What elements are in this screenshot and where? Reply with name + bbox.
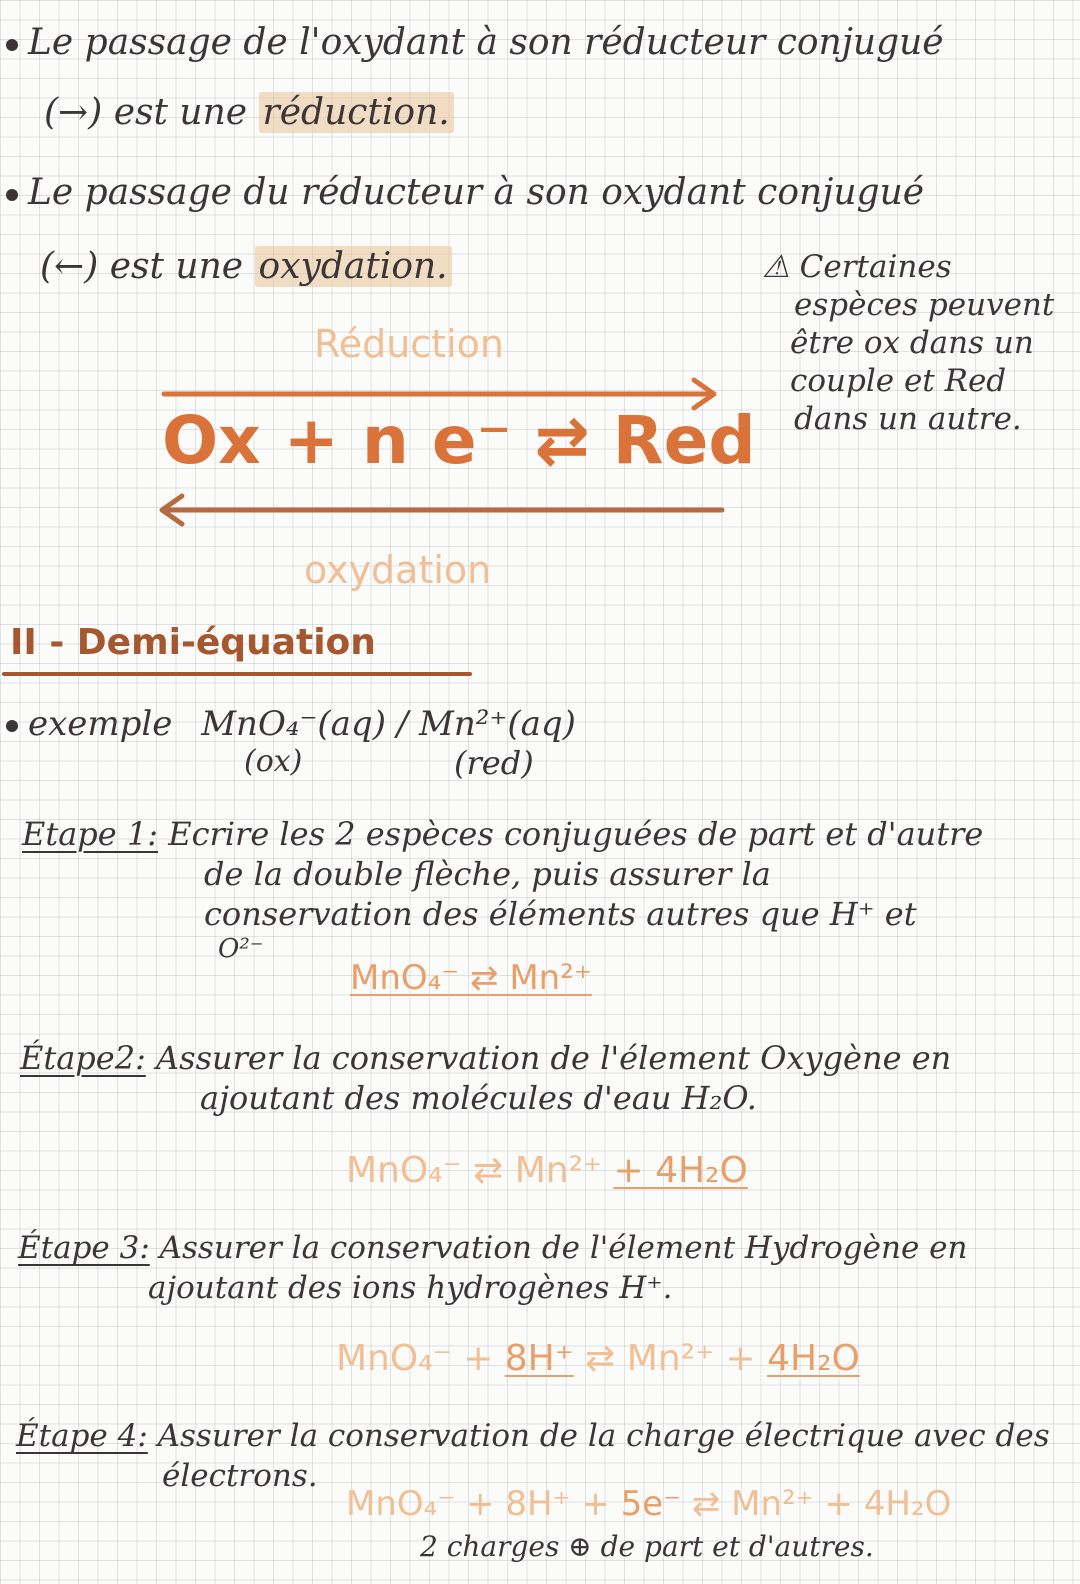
step-3-label: Étape 3:: [18, 1230, 150, 1266]
bullet-icon: [6, 39, 18, 51]
diagram-top-label: Réduction: [314, 322, 504, 366]
step-1-equation: MnO₄⁻ ⇄ Mn²⁺: [350, 958, 592, 998]
warning-icon: ⚠: [762, 249, 790, 285]
bullet-icon: [6, 189, 18, 201]
warning-note: ⚠ Certaines espèces peuvent être ox dans un couple et Red dans un autre.: [762, 249, 1055, 437]
intro-line-3: Le passage du réducteur à son oxydant conjugué: [6, 172, 924, 213]
example-ox: (ox): [244, 744, 303, 779]
highlight-oxydation: oxydation.: [255, 246, 452, 287]
intro-line-2: (→) est une réduction.: [44, 92, 454, 133]
step-4-note: 2 charges ⊕ de part et d'autres.: [420, 1530, 874, 1563]
diagram-bottom-label: oxydation: [304, 548, 492, 592]
highlight-reduction: réduction.: [259, 92, 454, 133]
section-title-underline: [2, 672, 472, 676]
oxydation-arrow-icon: [162, 496, 722, 524]
bullet-icon: [6, 720, 18, 732]
section-title: II - Demi-équation: [10, 622, 376, 663]
step-2-equation: MnO₄⁻ ⇄ Mn²⁺ + 4H₂O: [346, 1150, 748, 1191]
step-4-label: Étape 4:: [16, 1418, 148, 1454]
step-4-equation: MnO₄⁻ + 8H⁺ + 5e⁻ ⇄ Mn²⁺ + 4H₂O: [346, 1484, 952, 1524]
step-2-label: Étape2:: [20, 1039, 146, 1077]
step-3: Étape 3: Assurer la conservation de l'élement Hydrogène en ajoutant des ions hydrogènes H⁺.: [18, 1230, 968, 1306]
step-1: Etape 1: Ecrire les 2 espèces conjuguées de part et d'autre de la double flèche, puis assurer la conservation des éléments autres que H⁺ et O²⁻: [22, 815, 984, 964]
step-1-label: Etape 1:: [22, 815, 159, 853]
step-4: Étape 4: Assurer la conservation de la charge électrique avec des électrons.: [16, 1418, 1050, 1494]
example-red: (red): [454, 744, 534, 782]
intro-line-1: Le passage de l'oxydant à son réducteur conjugué: [6, 22, 944, 63]
step-3-equation: MnO₄⁻ + 8H⁺ ⇄ Mn²⁺ + 4H₂O: [336, 1338, 860, 1379]
diagram-equation: Ox + n e⁻ ⇄ Red: [162, 402, 756, 479]
example-line: exemple MnO₄⁻(aq) / Mn²⁺(aq): [6, 704, 576, 744]
intro-line-4: (←) est une oxydation.: [40, 246, 452, 287]
step-2: Étape2: Assurer la conservation de l'élement Oxygène en ajoutant des molécules d'eau H₂O.: [20, 1039, 952, 1117]
